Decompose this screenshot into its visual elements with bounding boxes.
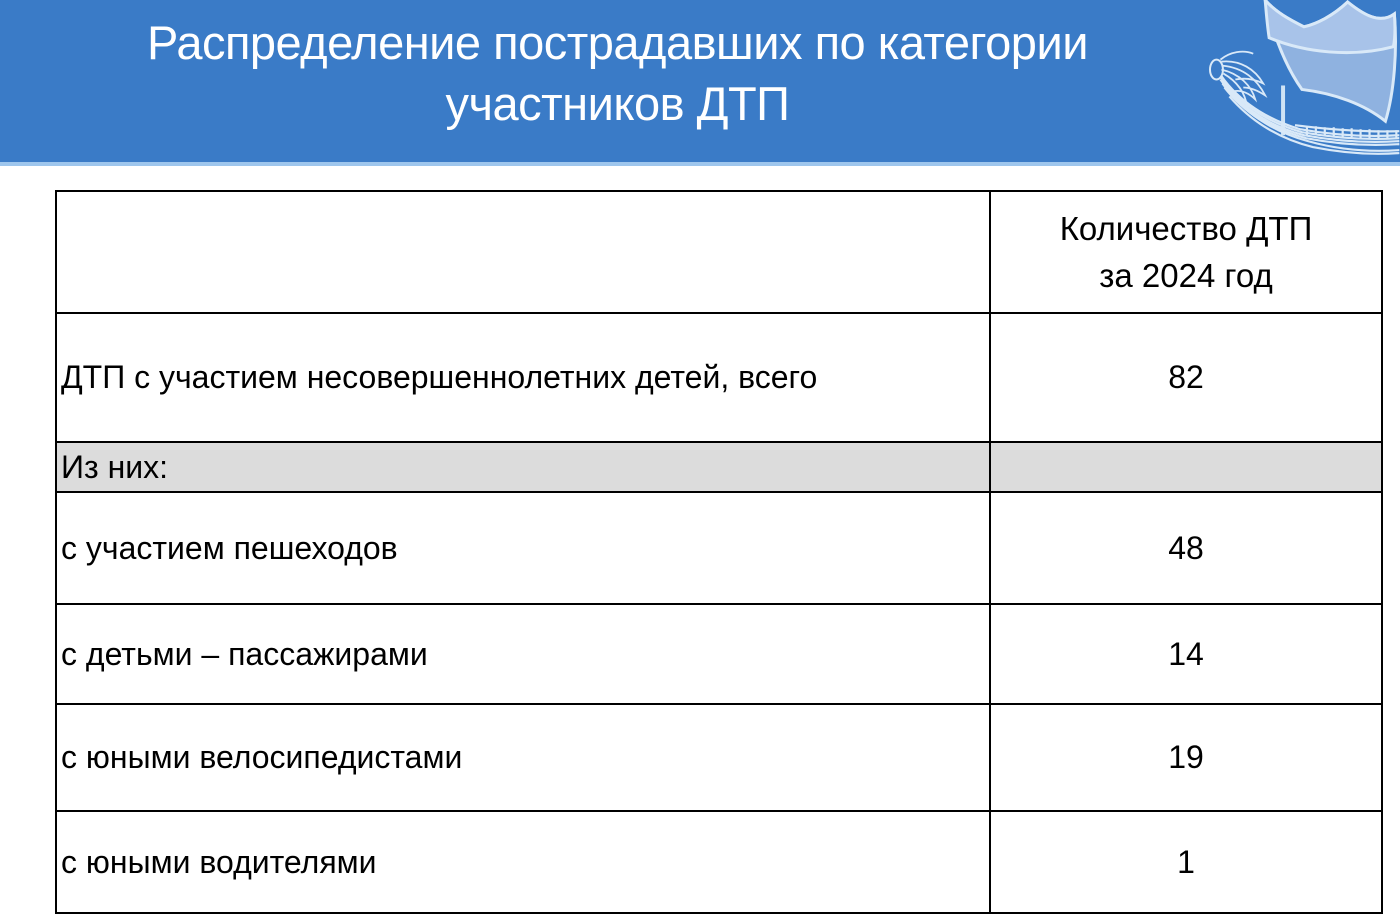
table-header-row [56,191,1382,313]
row-label-cell: Из них: [56,442,990,492]
slide-title-line1: Распределение пострадавших по категории [147,16,1088,69]
table-row [56,811,1382,913]
table-row [56,313,1382,442]
value-column-header-line1: Количество ДТП [1059,210,1313,247]
row-label-cell: с юными водителями [56,811,990,913]
slide-title [0,12,1235,134]
viking-ship-logo [1185,0,1400,162]
row-label-cell: с детьми – пассажирами [56,604,990,704]
logo-figurehead-face [1210,60,1223,80]
row-label-cell: с юными велосипедистами [56,704,990,811]
header-banner [0,0,1400,162]
value-column-header-line2: за 2024 год [1099,257,1273,294]
row-value-cell: 14 [990,604,1382,704]
row-value-cell: 48 [990,492,1382,604]
row-value-cell [990,442,1382,492]
header-accent-strip [0,162,1400,166]
logo-sail-top [1265,0,1395,53]
table-row [56,492,1382,604]
row-label-cell: ДТП с участием несовершеннолетних детей, всего [56,313,990,442]
table-row [56,604,1382,704]
table-row [56,704,1382,811]
table-row-highlight [56,442,1382,492]
row-label-cell: с участием пешеходов [56,492,990,604]
accidents-table [55,190,1383,914]
row-value-cell: 82 [990,313,1382,442]
row-value-cell: 19 [990,704,1382,811]
slide-title-line2: участников ДТП [445,77,790,130]
empty-header-cell [56,191,990,313]
value-column-header [990,191,1382,313]
row-value-cell: 1 [990,811,1382,913]
